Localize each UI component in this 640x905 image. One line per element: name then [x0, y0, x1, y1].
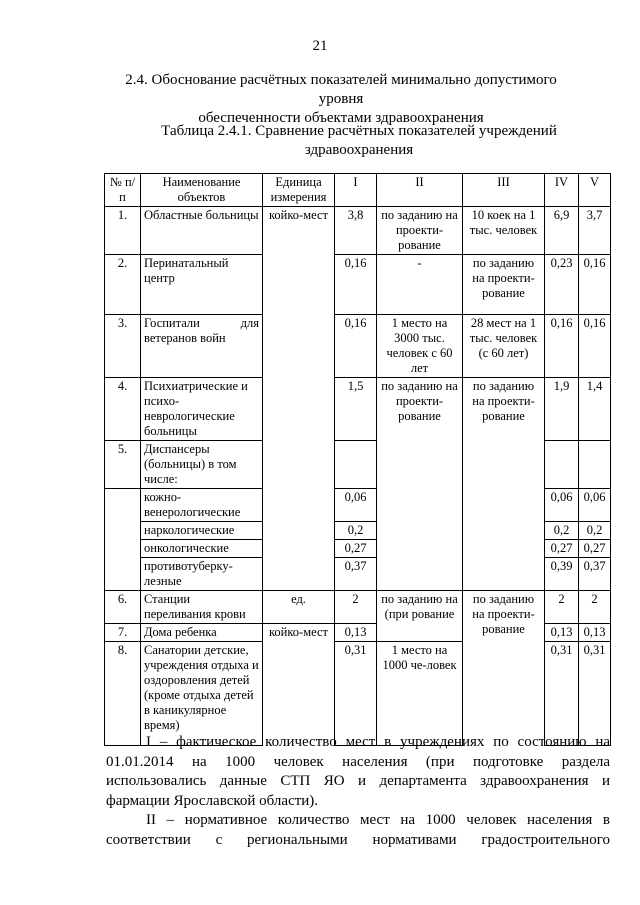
value-cell: 0,27 [545, 540, 579, 558]
note-line: соответствии с региональными нормативами градостроительного [106, 831, 610, 848]
value-cell: 3,7 [579, 207, 611, 255]
table-row [105, 207, 611, 255]
row-num: 5. [105, 441, 141, 489]
row-num: 6. [105, 591, 141, 624]
value-cell: 0,16 [335, 315, 377, 378]
value-cell: 0,16 [335, 255, 377, 315]
table-row [105, 315, 611, 378]
note-paragraph-1-cont [106, 753, 610, 812]
table-row [105, 591, 611, 624]
row-name-part: ветеранов войн [144, 331, 226, 345]
notes-text [106, 733, 610, 850]
table-row [105, 378, 611, 441]
row-num: 8. [105, 642, 141, 746]
unit-cell: ед. [263, 591, 335, 624]
value-cell: 0,23 [545, 255, 579, 315]
value-cell: 0,37 [335, 558, 377, 591]
row-num: 3. [105, 315, 141, 378]
value-cell: 3,8 [335, 207, 377, 255]
empty-cell [263, 558, 335, 591]
heading-line-2: обеспеченности объектами здравоохранения [198, 110, 484, 126]
value-cell: 0,16 [579, 255, 611, 315]
row-name: Психиатрические и психо-неврологические больницы [141, 378, 263, 441]
value-cell: 0,31 [335, 642, 377, 746]
value-cell: 1 место на 1000 че-ловек [377, 642, 463, 746]
value-cell: 0,06 [335, 489, 377, 522]
value-cell: 0,2 [335, 522, 377, 540]
row-name: Областные больницы [141, 207, 263, 255]
heading-line-1: 2.4. Обоснование расчётных показателей минимально допустимого уровня [125, 72, 557, 107]
value-cell: 0,37 [579, 558, 611, 591]
value-cell: 1 место на 3000 тыс. человек с 60 лет [377, 315, 463, 378]
value-cell: 0,2 [579, 522, 611, 540]
value-cell: по заданию на (при рование [377, 591, 463, 642]
note-line: I – фактическое количество мест в учреждениях по состоянию на [146, 734, 610, 750]
empty-cell [105, 489, 141, 591]
value-cell: 0,16 [579, 315, 611, 378]
value-cell: по заданию на проекти-рование [377, 378, 463, 591]
row-name: кожно-венерологические [141, 489, 263, 522]
row-num: 4. [105, 378, 141, 441]
value-cell: 0,06 [545, 489, 579, 522]
value-cell: 0,13 [579, 624, 611, 642]
table-row [105, 255, 611, 315]
value-cell: по заданию на проекти-рование [463, 591, 545, 746]
value-cell: - [377, 255, 463, 315]
row-name: Диспансеры (больницы) в том числе: [141, 441, 263, 489]
row-name: онкологические [141, 540, 263, 558]
value-cell: по заданию на проекти-рование [463, 378, 545, 591]
caption-line-1: Таблица 2.4.1. Сравнение расчётных показателей учреждений [161, 123, 557, 139]
table-header-row [105, 174, 611, 207]
value-cell: 6,9 [545, 207, 579, 255]
empty-cell [579, 441, 611, 489]
value-cell: 0,39 [545, 558, 579, 591]
note-paragraph-2-cont [106, 831, 610, 851]
caption-line-2: здравоохранения [304, 142, 414, 158]
value-cell: 1,5 [335, 378, 377, 441]
note-line: использовались данные СТП ЯО и департамента здравоохранения и [106, 773, 610, 789]
header-unit: Единица измерения [263, 174, 335, 207]
unit-cell: койко-мест [263, 207, 335, 558]
value-cell: 2 [579, 591, 611, 624]
value-cell: 1,4 [579, 378, 611, 441]
value-cell: по заданию на проекти-рование [377, 207, 463, 255]
row-name-part: Госпитали для [144, 316, 259, 330]
value-cell: 10 коек на 1 тыс. человек [463, 207, 545, 255]
value-cell: 0,13 [335, 624, 377, 642]
page-number: 21 [312, 38, 328, 54]
value-cell: 0,27 [335, 540, 377, 558]
header-name: Наименование объектов [141, 174, 263, 207]
row-name: Санатории детские, учреждения отдыха и оздоровления детей (кроме отдыха детей в каникулярное время) [141, 642, 263, 746]
value-cell: 0,27 [579, 540, 611, 558]
header-col-1: I [335, 174, 377, 207]
header-col-2: II [377, 174, 463, 207]
row-num: 2. [105, 255, 141, 315]
row-name: Дома ребенка [141, 624, 263, 642]
header-col-4: IV [545, 174, 579, 207]
row-name: противотуберку-лезные [141, 558, 263, 591]
note-line: фармации Ярославской области). [106, 792, 319, 809]
header-col-5: V [579, 174, 611, 207]
unit-cell: койко-мест [263, 624, 335, 746]
row-num: 7. [105, 624, 141, 642]
comparison-table [104, 173, 611, 746]
header-num: № п/п [105, 174, 141, 207]
value-cell: 2 [545, 591, 579, 624]
row-name: Станции переливания крови [141, 591, 263, 624]
empty-cell [545, 441, 579, 489]
row-name [141, 315, 263, 378]
note-paragraph-1 [106, 733, 610, 753]
value-cell: по заданию на проекти-рование [463, 255, 545, 315]
note-paragraph-2 [106, 811, 610, 831]
row-name: Перинатальный центр [141, 255, 263, 315]
value-cell: 0,31 [545, 642, 579, 746]
section-heading [106, 71, 576, 128]
value-cell: 0,2 [545, 522, 579, 540]
value-cell: 0,31 [579, 642, 611, 746]
empty-cell [335, 441, 377, 489]
header-col-3: III [463, 174, 545, 207]
note-line: 01.01.2014 на 1000 человек населения (при подготовке раздела [106, 753, 610, 770]
value-cell: 0,06 [579, 489, 611, 522]
value-cell: 0,16 [545, 315, 579, 378]
value-cell: 0,13 [545, 624, 579, 642]
row-num: 1. [105, 207, 141, 255]
value-cell: 1,9 [545, 378, 579, 441]
table-caption [150, 122, 568, 160]
value-cell: 2 [335, 591, 377, 624]
value-cell: 28 мест на 1 тыс. человек (с 60 лет) [463, 315, 545, 378]
row-name: наркологические [141, 522, 263, 540]
note-line: II – нормативное количество мест на 1000 человек населения в [146, 812, 610, 828]
